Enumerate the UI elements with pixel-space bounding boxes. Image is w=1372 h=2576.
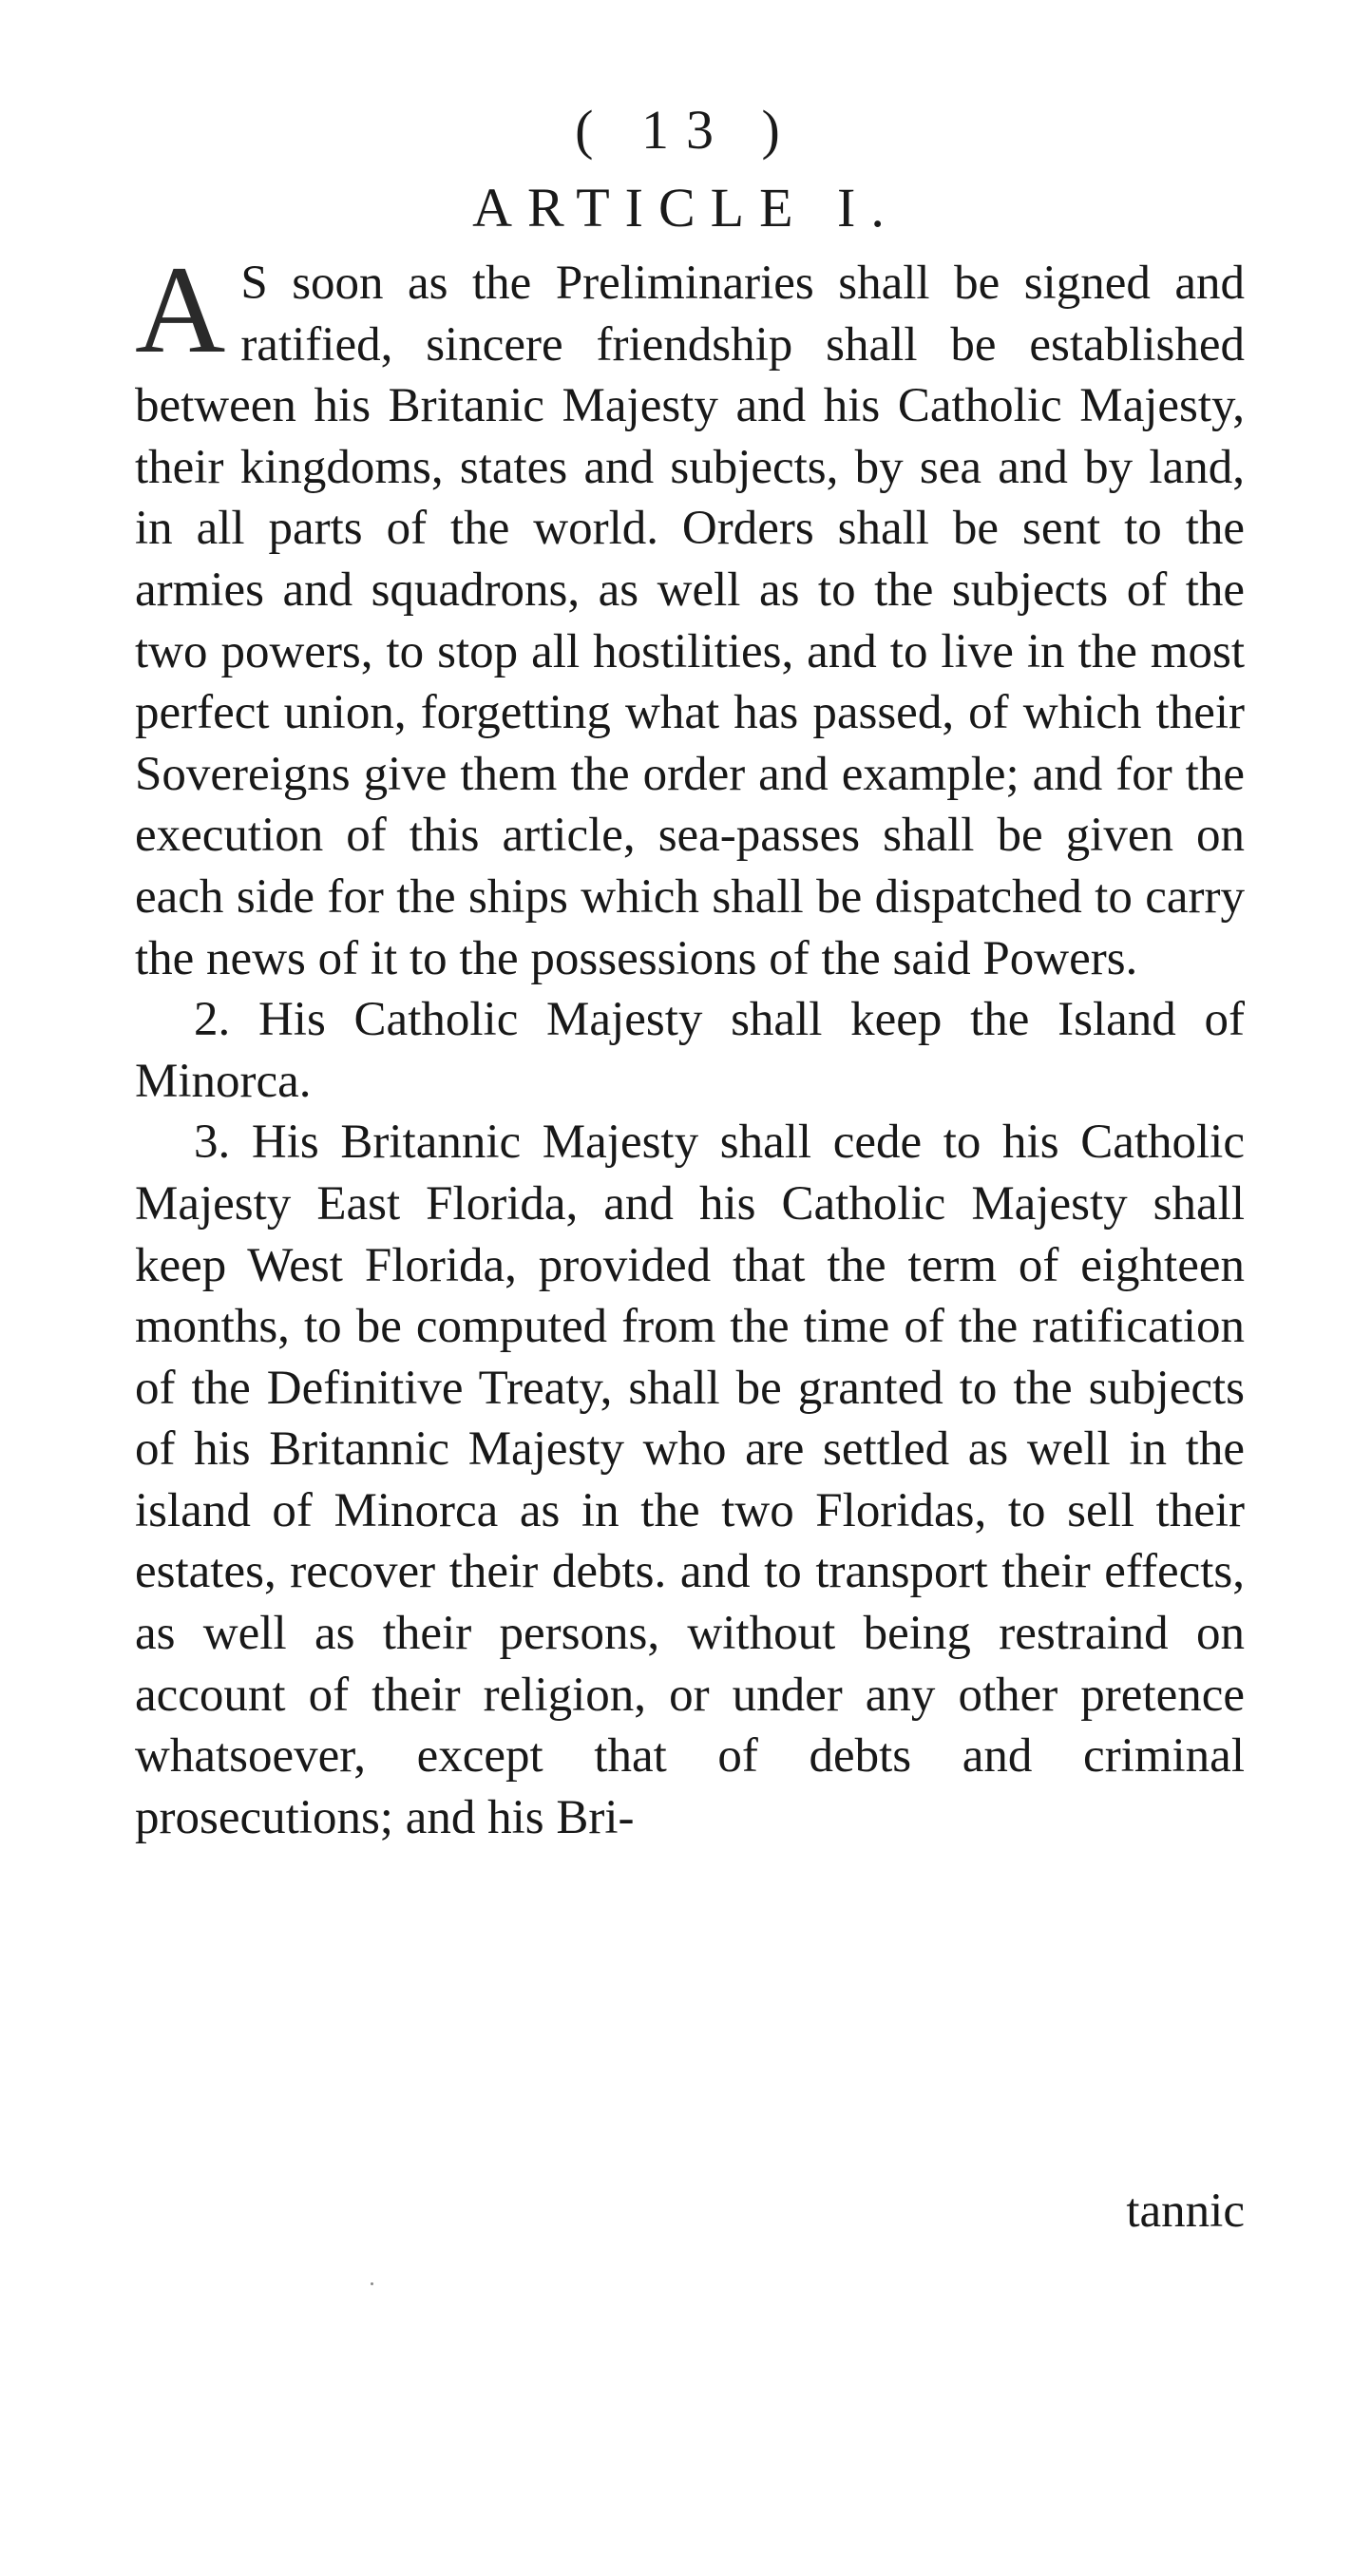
paper-speck	[371, 2282, 373, 2285]
paragraph-2: 2. His Catholic Majesty shall keep the Island of Minorca.	[135, 993, 1245, 1108]
drop-cap: A	[135, 239, 226, 379]
paragraph-1-text: S soon as the Preliminaries shall be signed and ratified, sincere friendship shall be established between his Britanic Majesty and his Catholic Majesty, their kingdoms, states and subjects, by sea and by land, in all parts of the world. Orders shall be sent to the armies and squadrons, as well as to the subjects of the two powers, to stop all hostilities, and to live in the most perfect union, forgetting what has passed, of which their Sovereigns give them the order and example; and for the execution of this article, sea-passes shall be given on each side for the ships which shall be dispatched to carry the news of it to the possessions of the said Powers.	[135, 257, 1245, 985]
body-text	[135, 239, 1245, 1848]
catchword: tannic	[1126, 2185, 1245, 2238]
article-heading: ARTICLE I.	[472, 177, 900, 239]
paragraph-article-1	[135, 239, 1245, 989]
page-number: ( 13 )	[575, 99, 797, 161]
paragraph-3: 3. His Britannic Majesty shall cede to his Catholic Majesty East Florida, and his Catholic Majesty shall keep West Florida, provided that the term of eighteen months, to be computed from the time of the ratification of the Definitive Treaty, shall be granted to the subjects of his Britannic Majesty who are settled as well in the island of Minorca as in the two Floridas, to sell their estates, recover their debts. and to transport their effects, as well as their persons, without being restraind on account of their religion, or under any other pretence whatsoever, except that of debts and criminal prosecutions; and his Bri-	[135, 1116, 1245, 1844]
